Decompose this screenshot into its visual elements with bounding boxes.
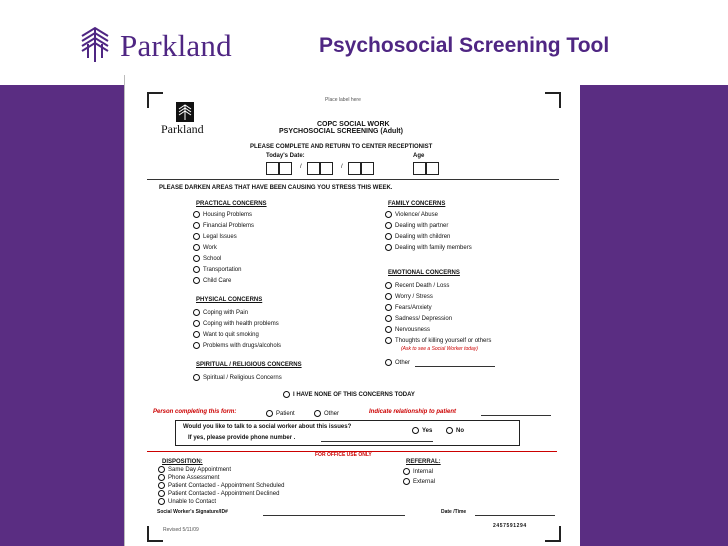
age-box-1[interactable] — [413, 162, 426, 175]
form-number: 2457591294 — [493, 523, 527, 529]
option-transportation[interactable]: Transportation — [193, 266, 241, 273]
date-box-3[interactable] — [307, 162, 320, 175]
option-children[interactable]: Dealing with children — [385, 233, 450, 240]
date-box-1[interactable] — [266, 162, 279, 175]
radio-bubble[interactable] — [193, 309, 200, 316]
radio-bubble[interactable] — [446, 427, 453, 434]
option-legal[interactable]: Legal Issues — [193, 233, 237, 240]
radio-bubble[interactable] — [385, 222, 392, 229]
option-partner[interactable]: Dealing with partner — [385, 222, 448, 229]
option-coping-pain[interactable]: Coping with Pain — [193, 309, 248, 316]
option-sadness[interactable]: Sadness/ Depression — [385, 315, 452, 322]
option-child-care[interactable]: Child Care — [193, 277, 231, 284]
crop-mark-top-left — [147, 92, 163, 108]
radio-bubble[interactable] — [193, 255, 200, 262]
date-box-2[interactable] — [279, 162, 292, 175]
option-same-day[interactable]: Same Day Appointment — [158, 466, 231, 473]
option-none[interactable]: I HAVE NONE OF THIS CONCERNS TODAY — [283, 391, 415, 398]
option-worry-stress[interactable]: Worry / Stress — [385, 293, 433, 300]
social-worker-note: (Ask to see a Social Worker today) — [401, 346, 478, 352]
talk-question: Would you like to talk to a social worker about this issues? — [183, 424, 352, 430]
disposition-heading: DISPOSITION: — [162, 459, 203, 465]
option-quit-smoking[interactable]: Want to quit smoking — [193, 331, 259, 338]
radio-bubble[interactable] — [385, 293, 392, 300]
radio-bubble[interactable] — [193, 266, 200, 273]
option-spiritual[interactable]: Spiritual / Religious Concerns — [193, 374, 282, 381]
radio-bubble[interactable] — [158, 466, 165, 473]
referral-heading: REFERRAL: — [406, 459, 441, 465]
option-financial[interactable]: Financial Problems — [193, 222, 254, 229]
option-other-person[interactable]: Other — [314, 410, 339, 417]
practical-heading: PRACTICAL CONCERNS — [196, 201, 267, 207]
form-logo-text: Parkland — [161, 122, 204, 136]
option-yes[interactable]: Yes — [412, 427, 432, 434]
radio-bubble[interactable] — [385, 304, 392, 311]
radio-bubble[interactable] — [283, 391, 290, 398]
label-placeholder: Place label here — [325, 97, 361, 103]
slide-header — [0, 0, 728, 85]
divider — [147, 179, 559, 180]
emotional-heading: EMOTIONAL CONCERNS — [388, 270, 460, 276]
relationship-blank-line[interactable] — [481, 415, 551, 416]
radio-bubble[interactable] — [314, 410, 321, 417]
date-box-5[interactable] — [348, 162, 361, 175]
radio-bubble[interactable] — [158, 482, 165, 489]
option-other-emotional[interactable]: Other — [385, 359, 410, 366]
option-work[interactable]: Work — [193, 244, 217, 251]
option-family-members[interactable]: Dealing with family members — [385, 244, 472, 251]
option-unable-contact[interactable]: Unable to Contact — [158, 498, 216, 505]
logo-text: Parkland — [120, 28, 232, 63]
radio-bubble[interactable] — [193, 342, 200, 349]
radio-bubble[interactable] — [193, 222, 200, 229]
age-label: Age — [413, 153, 425, 159]
radio-bubble[interactable] — [385, 337, 392, 344]
physical-heading: PHYSICAL CONCERNS — [196, 297, 263, 303]
form-title-1: COPC SOCIAL WORK — [317, 121, 390, 128]
option-thoughts-killing[interactable]: Thoughts of killing yourself or others — [385, 337, 491, 344]
option-patient[interactable]: Patient — [266, 410, 295, 417]
option-nervousness[interactable]: Nervousness — [385, 326, 430, 333]
option-appointment-declined[interactable]: Patient Contacted - Appointment Declined — [158, 490, 279, 497]
revised-date: Revised 5/11/09 — [163, 527, 199, 533]
radio-bubble[interactable] — [193, 277, 200, 284]
option-death-loss[interactable]: Recent Death / Loss — [385, 282, 449, 289]
radio-bubble[interactable] — [385, 244, 392, 251]
radio-bubble[interactable] — [385, 233, 392, 240]
option-coping-health[interactable]: Coping with health problems — [193, 320, 279, 327]
phone-blank-line[interactable] — [321, 441, 433, 442]
option-appointment-scheduled[interactable]: Patient Contacted - Appointment Scheduled — [158, 482, 284, 489]
date-separator: / — [300, 164, 302, 170]
radio-bubble[interactable] — [158, 498, 165, 505]
office-use-label: FOR OFFICE USE ONLY — [315, 452, 372, 458]
spiritual-heading: SPIRITUAL / RELIGIOUS CONCERNS — [196, 362, 302, 368]
radio-bubble[interactable] — [385, 211, 392, 218]
radio-bubble[interactable] — [193, 211, 200, 218]
date-time-blank-line[interactable] — [475, 515, 555, 516]
screening-form-page — [124, 75, 580, 546]
radio-bubble[interactable] — [193, 320, 200, 327]
radio-bubble[interactable] — [385, 359, 392, 366]
date-box-6[interactable] — [361, 162, 374, 175]
crop-mark-bottom-left — [147, 526, 163, 542]
option-phone-assessment[interactable]: Phone Assessment — [158, 474, 219, 481]
option-no[interactable]: No — [446, 427, 464, 434]
option-drugs-alcohol[interactable]: Problems with drugs/alcohols — [193, 342, 281, 349]
date-time-label: Date /Time — [441, 509, 467, 515]
form-logo-icon — [176, 102, 194, 122]
radio-bubble[interactable] — [412, 427, 419, 434]
form-title-2: PSYCHOSOCIAL SCREENING (Adult) — [279, 128, 403, 135]
radio-bubble[interactable] — [385, 282, 392, 289]
option-violence[interactable]: Violence/ Abuse — [385, 211, 438, 218]
phone-prompt: If yes, please provide phone number . — [188, 435, 296, 441]
date-separator: / — [341, 164, 343, 170]
option-fears-anxiety[interactable]: Fears/Anxiety — [385, 304, 432, 311]
radio-bubble[interactable] — [385, 326, 392, 333]
option-housing[interactable]: Housing Problems — [193, 211, 252, 218]
radio-bubble[interactable] — [193, 244, 200, 251]
person-completing-label: Person completing this form: — [153, 409, 237, 415]
radio-bubble[interactable] — [193, 233, 200, 240]
family-heading: FAMILY CONCERNS — [388, 201, 446, 207]
signature-label: Social Worker's Signature/ID# — [157, 509, 228, 515]
radio-bubble[interactable] — [193, 374, 200, 381]
radio-bubble[interactable] — [193, 331, 200, 338]
radio-bubble[interactable] — [158, 490, 165, 497]
signature-blank-line[interactable] — [263, 515, 405, 516]
date-box-4[interactable] — [320, 162, 333, 175]
darken-instruction: PLEASE DARKEN AREAS THAT HAVE BEEN CAUSING YOU STRESS THIS WEEK. — [159, 185, 393, 191]
crop-mark-top-right — [545, 92, 561, 108]
age-box-2[interactable] — [426, 162, 439, 175]
todays-date-label: Today's Date: — [266, 153, 305, 159]
indicate-relationship-label: Indicate relationship to patient — [369, 409, 457, 415]
radio-bubble[interactable] — [403, 478, 410, 485]
option-external[interactable]: External — [403, 478, 435, 485]
option-school[interactable]: School — [193, 255, 221, 262]
radio-bubble[interactable] — [158, 474, 165, 481]
form-instruction: PLEASE COMPLETE AND RETURN TO CENTER RECEPTIONIST — [250, 144, 433, 150]
radio-bubble[interactable] — [266, 410, 273, 417]
other-blank-line[interactable] — [415, 366, 495, 367]
crop-mark-bottom-right — [545, 526, 561, 542]
option-internal[interactable]: Internal — [403, 468, 433, 475]
radio-bubble[interactable] — [403, 468, 410, 475]
slide-title: Psychosocial Screening Tool — [319, 34, 610, 57]
radio-bubble[interactable] — [385, 315, 392, 322]
parkland-logo-icon — [78, 24, 112, 64]
